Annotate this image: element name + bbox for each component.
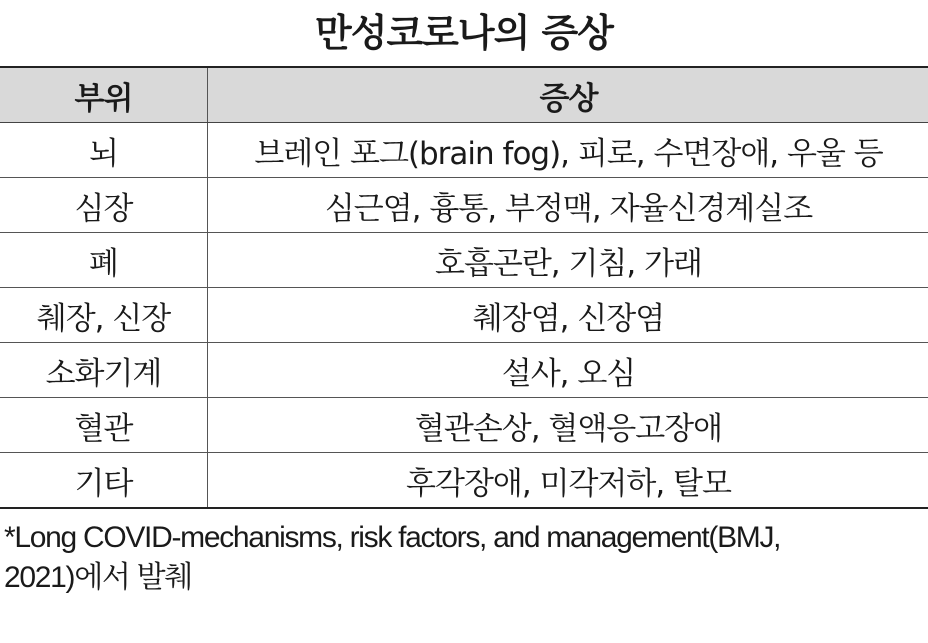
cell-symptoms: 심근염, 흉통, 부정맥, 자율신경계실조	[208, 178, 928, 233]
cell-symptoms: 췌장염, 신장염	[208, 288, 928, 343]
cell-symptoms: 후각장애, 미각저하, 탈모	[208, 453, 928, 509]
source-note	[4, 518, 924, 598]
symptom-table	[0, 66, 928, 509]
page-title: 만성코로나의 증상	[315, 11, 613, 55]
table-header-row	[0, 67, 928, 123]
table-row	[0, 398, 928, 453]
cell-symptoms: 혈관손상, 혈액응고장애	[208, 398, 928, 453]
cell-part: 혈관	[0, 398, 208, 453]
source-note-line-2: 2021)에서 발췌	[4, 561, 192, 594]
table-row	[0, 343, 928, 398]
table-row	[0, 178, 928, 233]
table-row	[0, 233, 928, 288]
cell-symptoms: 브레인 포그(brain fog), 피로, 수면장애, 우울 등	[208, 123, 928, 178]
cell-symptoms: 호흡곤란, 기침, 가래	[208, 233, 928, 288]
cell-part: 뇌	[0, 123, 208, 178]
cell-part: 폐	[0, 233, 208, 288]
table-row	[0, 123, 928, 178]
column-header-symptoms: 증상	[208, 67, 928, 123]
table-row	[0, 453, 928, 509]
cell-part: 기타	[0, 453, 208, 509]
source-note-line-1: *Long COVID-mechanisms, risk factors, and management(BMJ,	[4, 521, 781, 554]
cell-part: 심장	[0, 178, 208, 233]
cell-symptoms: 설사, 오심	[208, 343, 928, 398]
table-row	[0, 288, 928, 343]
cell-part: 췌장, 신장	[0, 288, 208, 343]
cell-part: 소화기계	[0, 343, 208, 398]
column-header-part: 부위	[0, 67, 208, 123]
